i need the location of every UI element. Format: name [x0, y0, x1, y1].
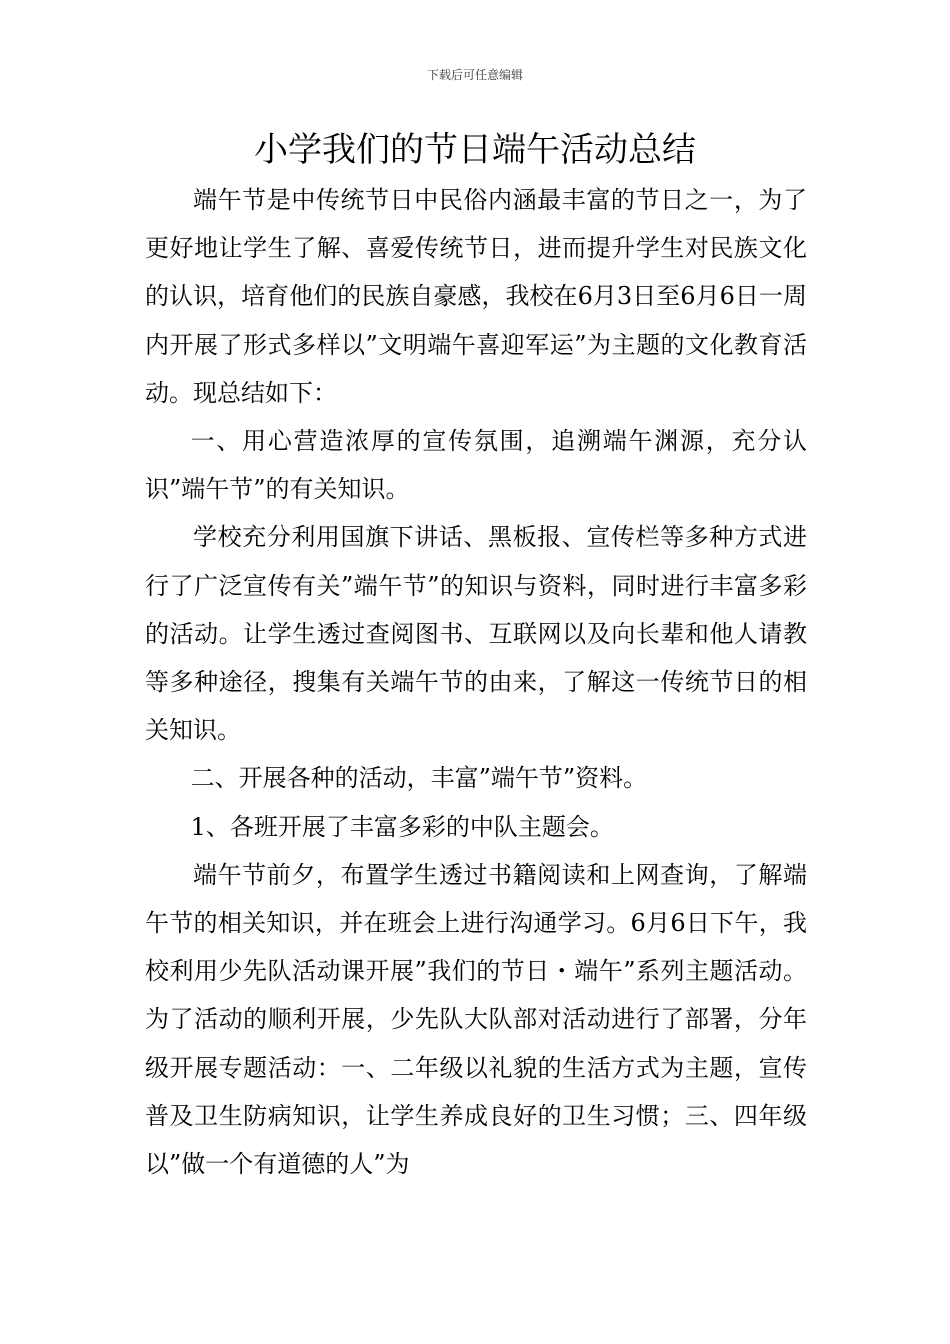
paragraph-section-two-heading: 二、开展各种的活动，丰富”端午节”资料。 [190, 764, 648, 793]
document-body [145, 176, 807, 1188]
paragraph-section-one-heading: 一、用心营造浓厚的宣传氛围，追溯端午渊源，充分认识”端午节”的有关知识。 [145, 427, 807, 504]
header-note: 下载后可任意编辑 [426, 68, 523, 82]
paragraph-intro: 端午节是中传统节日中民俗内涵最丰富的节日之一，为了更好地让学生了解、喜爱传统节日，进而提升学生对民族文化的认识，培育他们的民族自豪感，我校在6月3日至6月6日一周内开展了形式多样以”文明端午喜迎军运”为主题的文化教育活动。现总结如下： [145, 186, 807, 407]
document-title: 小学我们的节日端午活动总结 [254, 130, 696, 170]
paragraph-subsection-one-heading: 1、各班开展了丰富多彩的中队主题会。 [190, 812, 614, 841]
paragraph-section-one-body: 学校充分利用国旗下讲话、黑板报、宣传栏等多种方式进行了广泛宣传有关”端午节”的知识与资料，同时进行丰富多彩的活动。让学生透过查阅图书、互联网以及向长辈和他人请教等多种途径，搜集有关端午节的由来，了解这一传统节日的相关知识。 [145, 523, 807, 745]
paragraph-subsection-one-body: 端午节前夕，布置学生透过书籍阅读和上网查询，了解端午节的相关知识，并在班会上进行沟通学习。6月6日下午，我校利用少先队活动课开展”我们的节日・端午”系列主题活动。为了活动的顺利开展，少先队大队部对活动进行了部署，分年级开展专题活动：一、二年级以礼貌的生活方式为主题，宣传普及卫生防病知识，让学生养成良好的卫生习惯；三、四年级以”做一个有道德的人”为 [145, 860, 807, 1179]
